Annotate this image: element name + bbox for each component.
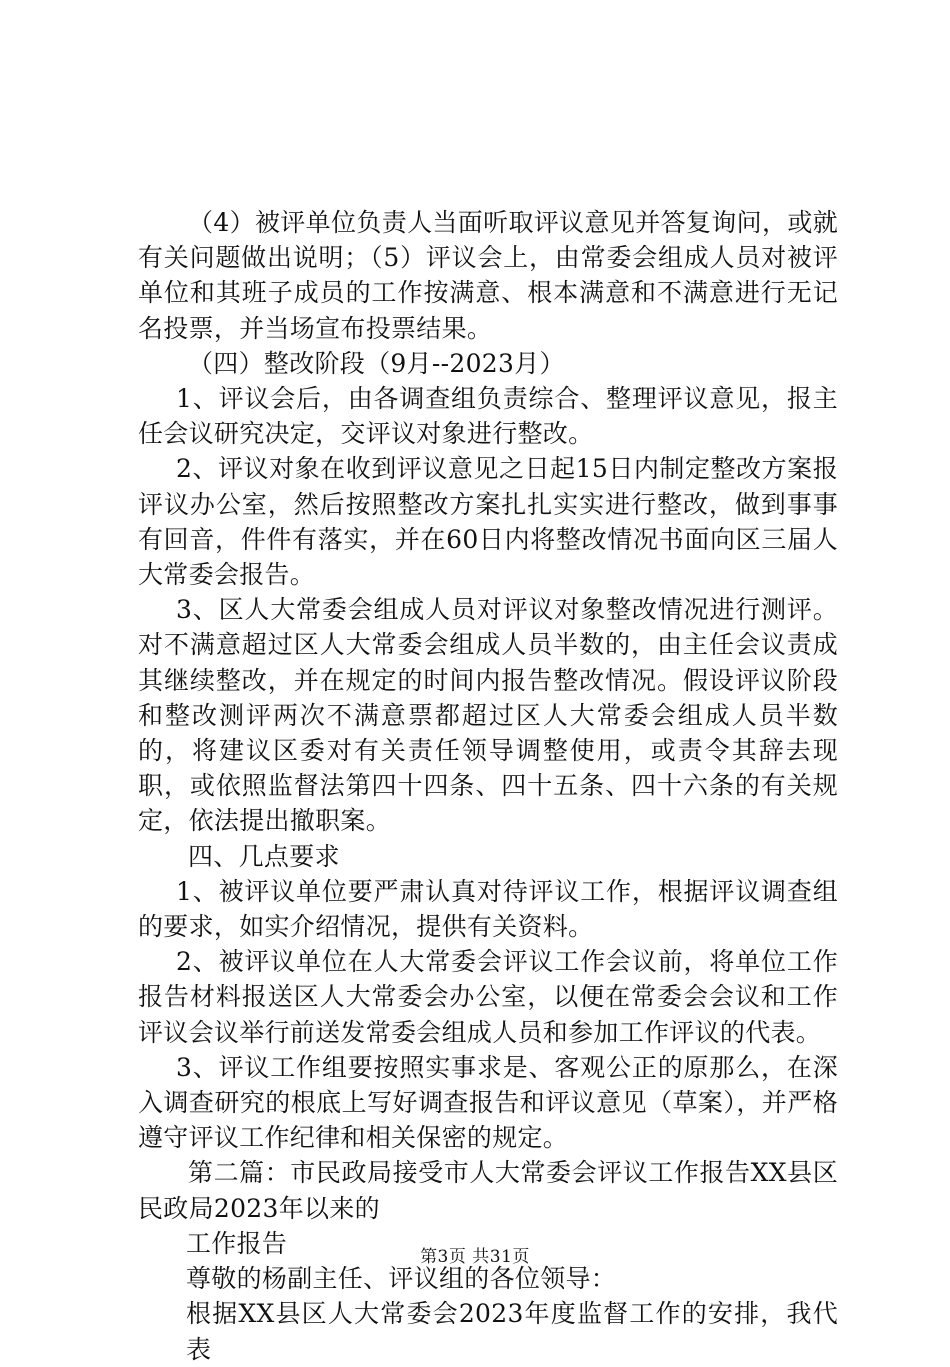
page-number-footer: 第3页 共31页 xyxy=(420,1247,530,1267)
paragraph-report-intro: 根据XX县区人大常委会2023年度监督工作的安排，我代表 xyxy=(186,1299,838,1364)
salutation: 尊敬的杨副主任、评议组的各位领导： xyxy=(186,1264,617,1294)
paragraph-evaluation-meeting: （4）被评单位负责人当面听取评议意见并答复询问，或就有关问题做出说明；（5）评议会上，由常委会组成人员对被评单位和其班子成员的工作按满意、根本满意和不满意进行无记名投票，并当场宣布投票结果。 xyxy=(138,208,838,343)
heading-rectification-stage: （四）整改阶段（9月--2023月） xyxy=(188,348,565,378)
heading-work-report: 工作报告 xyxy=(186,1228,288,1258)
paragraph-rectification-3: 3、区人大常委会组成人员对评议对象整改情况进行测评。对不满意超过区人大常委会组成人员半数的，由主任会议责成其继续整改，并在规定的时间内报告整改情况。假设评议阶段和整改测评两次不满意票都超过区人大常委会组成人员半数的，将建议区委对有关责任领导调整使用，或责令其辞去现职，或依照监督法第四十四条、四十五条、四十六条的有关规定，依法提出撤职案。 xyxy=(138,595,838,836)
paragraph-requirement-3: 3、评议工作组要按照实事求是、客观公正的原那么，在深入调查研究的根底上写好调查报告和评议意见（草案），并严格遵守评议工作纪律和相关保密的规定。 xyxy=(138,1052,838,1153)
body-text xyxy=(138,205,838,1367)
heading-requirements: 四、几点要求 xyxy=(188,841,340,871)
heading-part-two: 第二篇：市民政局接受市人大常委会评议工作报告XX县区民政局2023年以来的 xyxy=(138,1158,838,1223)
paragraph-rectification-1: 1、评议会后，由各调查组负责综合、整理评议意见，报主任会议研究决定，交评议对象进行整改。 xyxy=(138,384,838,449)
paragraph-rectification-2: 2、评议对象在收到评议意见之日起15日内制定整改方案报评议办公室，然后按照整改方案扎扎实实进行整改，做到事事有回音，件件有落实，并在60日内将整改情况书面向区三届人大常委会报告。 xyxy=(138,454,838,590)
paragraph-requirement-2: 2、被评议单位在人大常委会评议工作会议前，将单位工作报告材料报送区人大常委会办公室，以便在常委会会议和工作评议会议举行前送发常委会组成人员和参加工作评议的代表。 xyxy=(138,947,838,1047)
paragraph-requirement-1: 1、被评议单位要严肃认真对待评议工作，根据评议调查组的要求，如实介绍情况，提供有关资料。 xyxy=(138,876,838,942)
